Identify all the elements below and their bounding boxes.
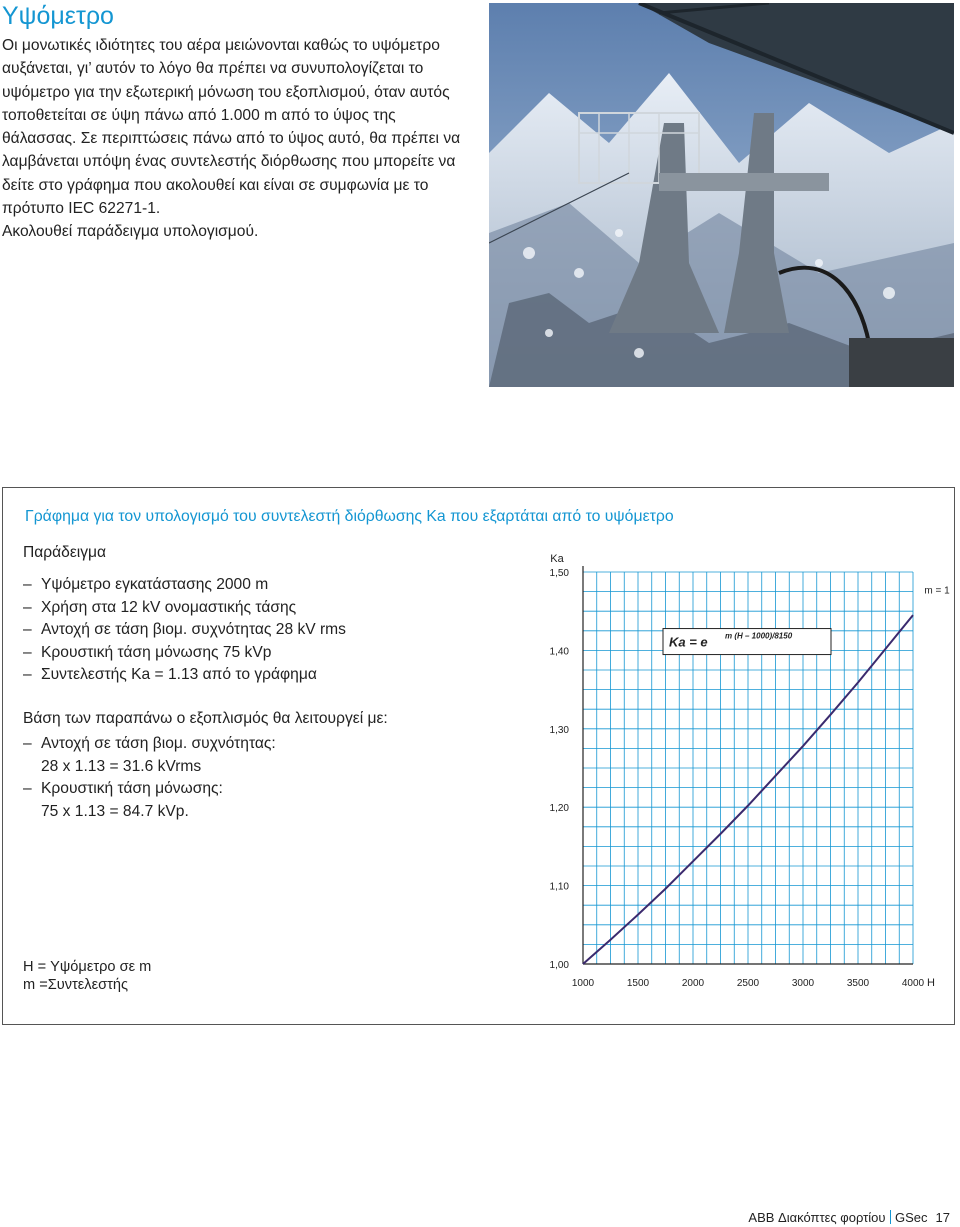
list-item: – Χρήση στα 12 kV ονομαστικής τάσης [23, 598, 297, 616]
x-tick-label: 1500 [626, 978, 650, 989]
x-tick-label: 2500 [736, 978, 760, 989]
list-item: – Κρουστική τάση μόνωσης: [23, 780, 223, 798]
chart-box [2, 487, 955, 1025]
example-heading: Παράδειγμα [23, 544, 107, 561]
chart-legend [23, 958, 151, 994]
page-title: Υψόμετρο [2, 2, 114, 30]
list-item-value: 28 x 1.13 = 31.6 kVrms [41, 757, 202, 775]
intro-last-line: Ακολουθεί παράδειγμα υπολογισμού. [2, 223, 259, 241]
cable-car-photo [489, 3, 954, 387]
list-item: – Αντοχή σε τάση βιομ. συχνότητας 28 kV rms [23, 621, 346, 639]
list-item: – Αντοχή σε τάση βιομ. συχνότητας: [23, 735, 276, 752]
altitude-correction-chart [523, 548, 953, 998]
basis-heading: Βάση των παραπάνω ο εξοπλισμός θα λειτουργεί με: [23, 710, 388, 727]
page-number: 17 [935, 1210, 950, 1225]
formula-exponent: m (H – 1000)/8150 [725, 631, 793, 641]
footer-separator [890, 1210, 892, 1224]
list-item-value: 75 x 1.13 = 84.7 kVp. [41, 802, 189, 820]
series-label: m = 1 [924, 585, 950, 597]
x-tick-label: 3500 [846, 978, 870, 989]
y-tick-label: 1,30 [549, 724, 569, 736]
legend-m: m =Συντελεστής [23, 977, 129, 993]
footer-brand: ABB Διακόπτες φορτίου [748, 1210, 886, 1225]
y-tick-label: 1,10 [549, 881, 569, 893]
y-tick-label: 1,50 [549, 568, 569, 579]
legend-h: H = Υψόμετρο σε m [23, 959, 152, 975]
list-item: – Κρουστική τάση μόνωσης 75 kVp [23, 643, 272, 661]
example-list [23, 574, 346, 687]
page-footer [748, 1210, 950, 1225]
x-tick-label: 3000 [791, 978, 815, 989]
list-item: – Υψόμετρο εγκατάστασης 2000 m [23, 576, 269, 593]
y-tick-label: 1,20 [549, 803, 569, 815]
y-tick-label: 1,00 [549, 960, 569, 971]
footer-series: GSec [895, 1210, 928, 1225]
intro-paragraph [2, 34, 472, 244]
x-axis-label: H [927, 977, 935, 989]
formula-lhs: Ka = e [669, 634, 708, 650]
x-tick-label: 2000 [681, 978, 705, 989]
x-tick-label: 1000 [571, 978, 595, 989]
intro-text: Οι μονωτικές ιδιότητες του αέρα μειώνονται καθώς το υψόμετρο αυξάνεται, γι’ αυτόν το λόγο θα πρέπει να συνυπολογίζεται το υψόμετρο για την εξωτερική μόνωση του εξοπλισμού, όταν αυτός τοποθετείται σε ύψη πάνω από 1.000 m από το ύψος της θάλασσας. Σε περιπτώσεις πάνω από το ύψος αυτό, θα πρέπει να λαμβάνεται υπόψη ένας συντελεστής διόρθωσης που μπορείτε να δείτε στο γράφημα που ακολουθεί και είναι σε συμφωνία με το πρότυπο IEC 62271-1. [2, 37, 461, 218]
chart-box-title: Γράφημα για τον υπολογισμό του συντελεστή διόρθωσης Ka που εξαρτάται από το υψόμετρο [25, 508, 674, 525]
list-item: – Συντελεστής Ka = 1.13 από το γράφημα [23, 666, 317, 684]
x-tick-label: 4000 [901, 978, 925, 989]
y-axis-label: Ka [550, 553, 564, 565]
y-tick-label: 1,40 [549, 646, 569, 658]
basis-list [23, 733, 276, 823]
